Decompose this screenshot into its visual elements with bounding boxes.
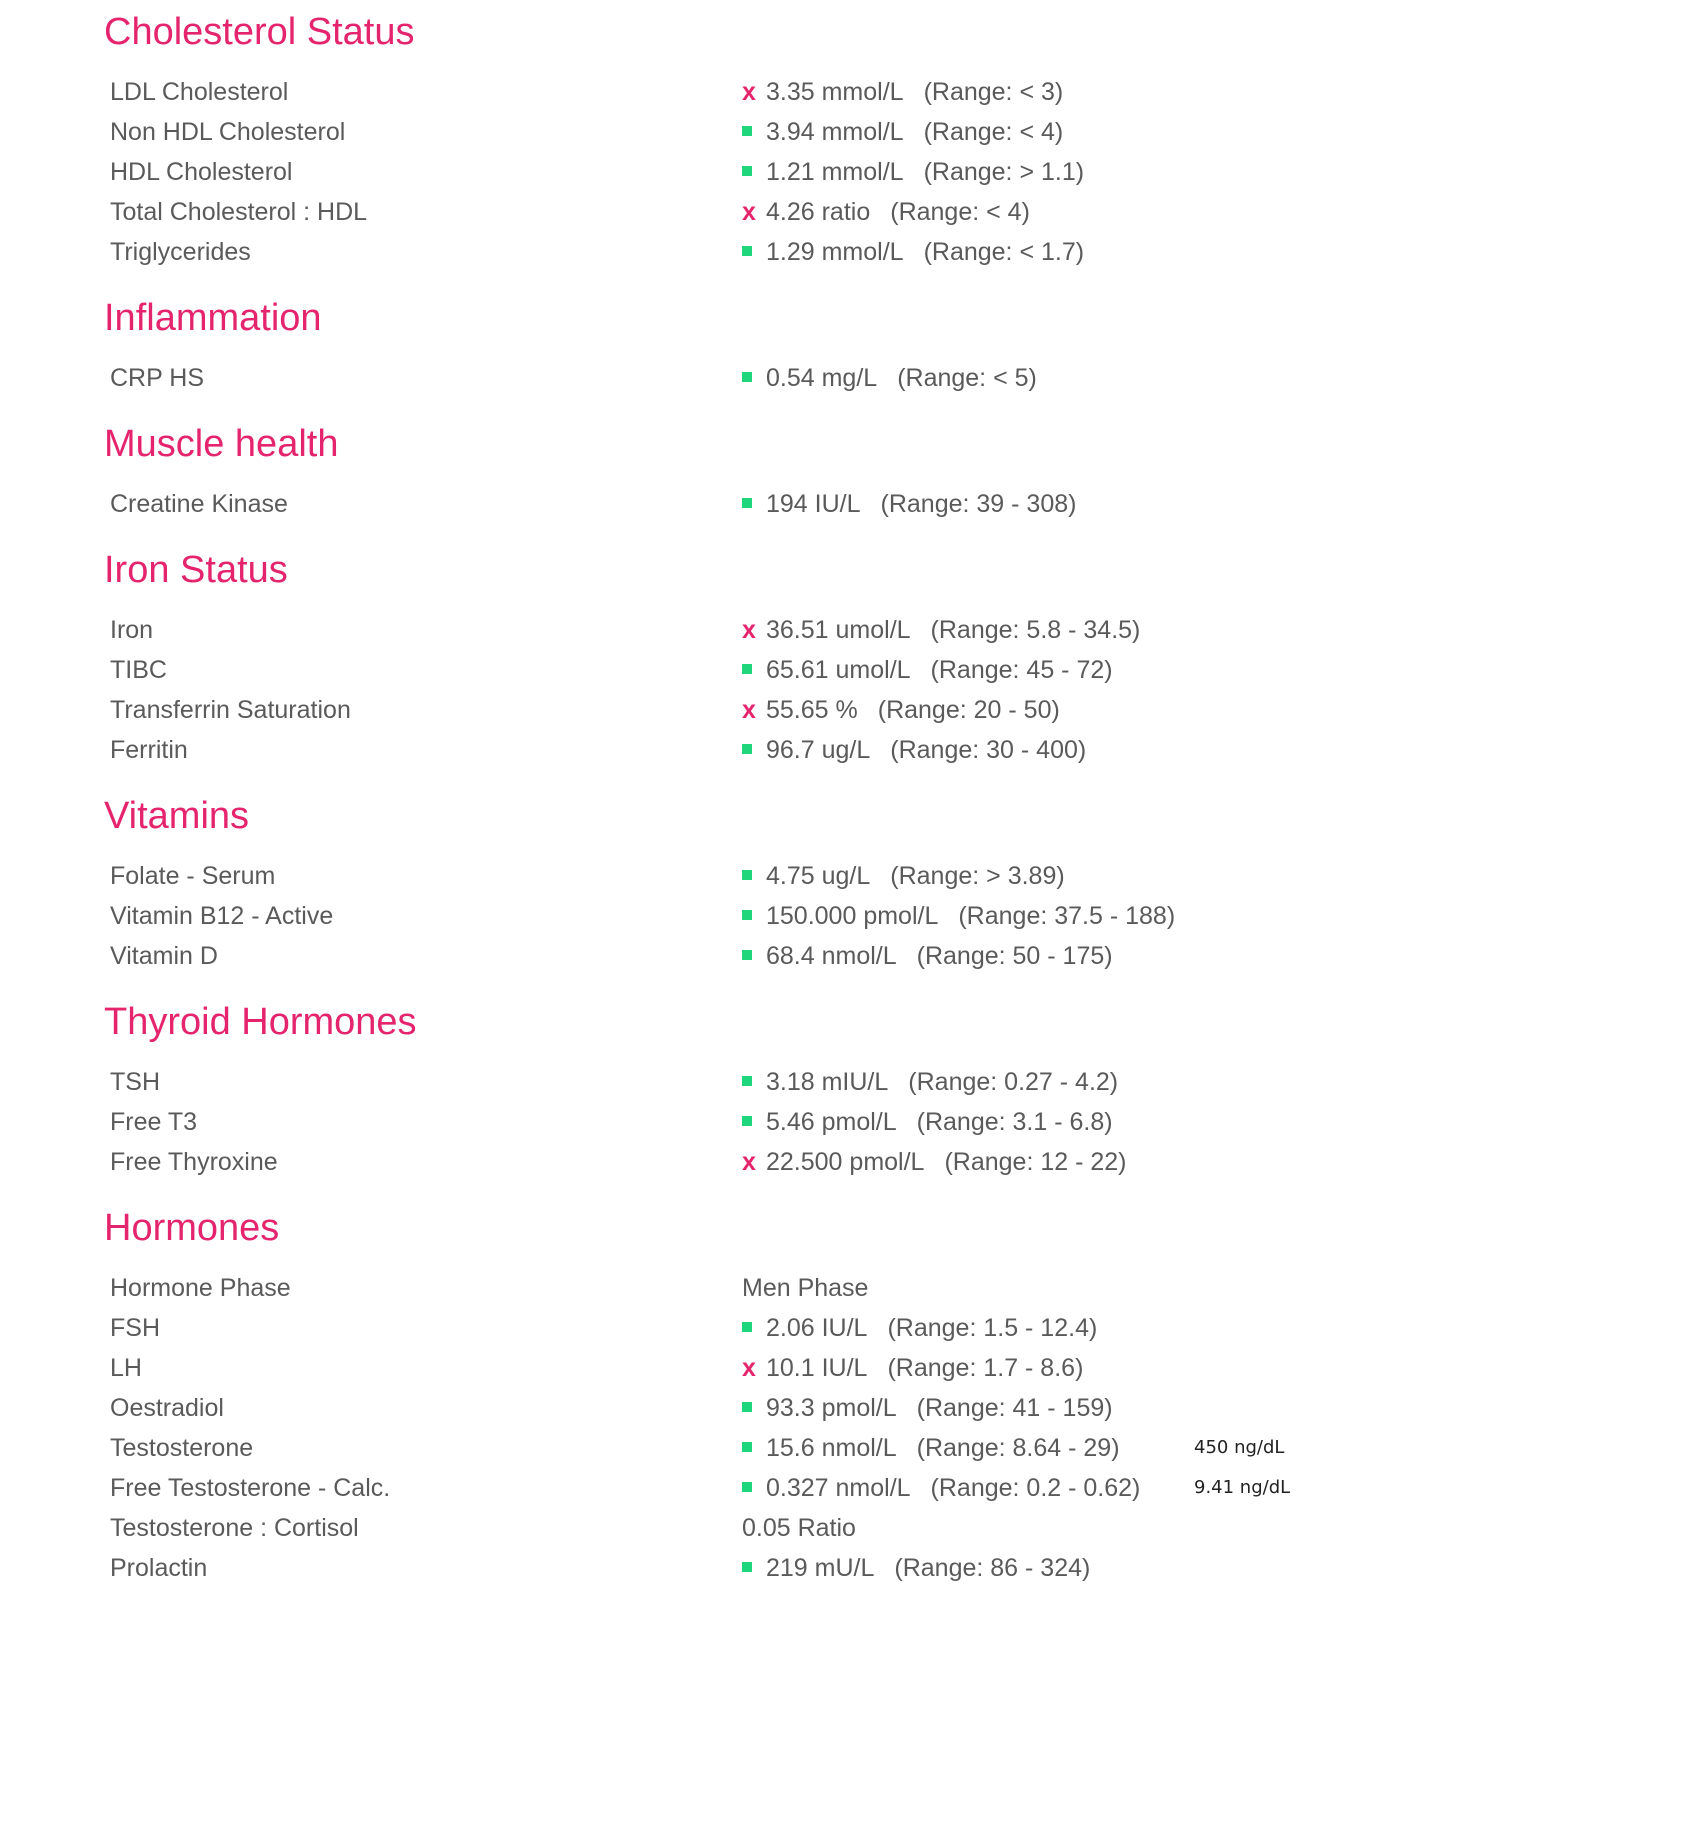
test-result: [742, 650, 1113, 690]
result-row: [104, 856, 1284, 896]
out-of-range-icon: x: [742, 696, 756, 724]
result-row: [104, 610, 1284, 650]
test-result: [742, 936, 1113, 976]
reference-range: (Range: 8.64 - 29): [916, 1434, 1120, 1462]
section-rows: [104, 1062, 1284, 1182]
test-name: Prolactin: [110, 1554, 208, 1582]
in-range-icon: [742, 1062, 766, 1102]
result-value: 3.94 mmol/L: [766, 118, 904, 146]
test-name: Vitamin B12 - Active: [110, 902, 334, 930]
test-result: [742, 232, 1084, 272]
test-result: [742, 1062, 1118, 1102]
result-value: 22.500 pmol/L: [766, 1148, 925, 1176]
in-range-icon: [742, 856, 766, 896]
result-row: [104, 1142, 1284, 1182]
result-row: [104, 1508, 1284, 1548]
section-title: Iron Status: [104, 549, 288, 591]
section-title: Vitamins: [104, 795, 250, 837]
section-title: Cholesterol Status: [104, 11, 415, 53]
test-name: CRP HS: [110, 364, 205, 392]
result-value: 68.4 nmol/L: [766, 942, 897, 970]
result-row: [104, 358, 1284, 398]
result-row: [104, 192, 1284, 232]
in-range-icon: [742, 730, 766, 770]
reference-range: (Range: 20 - 50): [877, 696, 1060, 724]
test-name: Free Testosterone - Calc.: [110, 1474, 391, 1502]
result-row: [104, 112, 1284, 152]
reference-range: (Range: < 4): [890, 198, 1030, 226]
out-of-range-icon: x: [742, 1354, 756, 1382]
test-name: Iron: [110, 616, 154, 644]
reference-range: (Range: 3.1 - 6.8): [916, 1108, 1113, 1136]
test-result: [742, 610, 1140, 650]
reference-range: (Range: < 5): [897, 364, 1037, 392]
test-name: Vitamin D: [110, 942, 218, 970]
result-row: [104, 1102, 1284, 1142]
result-row: [104, 1388, 1284, 1428]
out-of-range-icon: x: [742, 616, 756, 644]
test-result: [742, 112, 1063, 152]
in-range-icon: [742, 152, 766, 192]
reference-range: (Range: 37.5 - 188): [958, 902, 1176, 930]
section-rows: [104, 856, 1284, 976]
in-range-icon: [742, 1388, 766, 1428]
result-row: [104, 730, 1284, 770]
reference-range: (Range: 50 - 175): [916, 942, 1113, 970]
section-rows: [104, 358, 1284, 398]
test-result: [742, 192, 1030, 232]
reference-range: (Range: 5.8 - 34.5): [930, 616, 1141, 644]
result-value: 219 mU/L: [766, 1554, 875, 1582]
section-rows: [104, 610, 1284, 770]
test-name: Folate - Serum: [110, 862, 276, 890]
result-value: 1.21 mmol/L: [766, 158, 904, 186]
result-row: [104, 936, 1284, 976]
reference-range: (Range: 0.27 - 4.2): [908, 1068, 1119, 1096]
test-result: [742, 1102, 1113, 1142]
reference-range: (Range: < 4): [923, 118, 1064, 146]
result-row: [104, 1548, 1284, 1588]
test-name: Free T3: [110, 1108, 198, 1136]
test-result: [742, 72, 1063, 112]
reference-range: (Range: 1.5 - 12.4): [887, 1314, 1098, 1342]
test-name: TIBC: [110, 656, 167, 684]
test-result: [742, 1388, 1113, 1428]
result-value: 3.18 mIU/L: [766, 1068, 889, 1096]
result-value: 65.61 umol/L: [766, 656, 911, 684]
test-name: TSH: [110, 1068, 160, 1096]
in-range-icon: [742, 650, 766, 690]
result-row: [104, 484, 1284, 524]
reference-range: (Range: 1.7 - 8.6): [887, 1354, 1084, 1382]
result-value: 4.75 ug/L: [766, 862, 871, 890]
reference-range: (Range: < 1.7): [923, 238, 1085, 266]
result-value: 0.05 Ratio: [742, 1514, 856, 1542]
test-name: FSH: [110, 1314, 160, 1342]
result-value: 36.51 umol/L: [766, 616, 911, 644]
section-title: Muscle health: [104, 423, 339, 465]
test-result: [742, 856, 1065, 896]
result-row: [104, 690, 1284, 730]
reference-range: (Range: > 3.89): [890, 862, 1065, 890]
test-result: [742, 1468, 1140, 1508]
result-value: 5.46 pmol/L: [766, 1108, 897, 1136]
out-of-range-icon: x: [742, 198, 756, 226]
conversion-note: 9.41 ng/dL: [1194, 1477, 1291, 1498]
test-name: Hormone Phase: [110, 1274, 291, 1302]
result-value: 4.26 ratio: [766, 198, 871, 226]
result-row: [104, 896, 1284, 936]
test-name: Testosterone : Cortisol: [110, 1514, 359, 1542]
test-name: Oestradiol: [110, 1394, 224, 1422]
section-rows: [104, 484, 1284, 524]
test-result: [742, 896, 1175, 936]
section-rows: [104, 1268, 1291, 1588]
result-row: [104, 1268, 1284, 1308]
in-range-icon: [742, 1428, 766, 1468]
reference-range: (Range: 12 - 22): [944, 1148, 1127, 1176]
test-result: [742, 1308, 1097, 1348]
in-range-icon: [742, 896, 766, 936]
result-row: [104, 1428, 1284, 1468]
test-name: Triglycerides: [110, 238, 251, 266]
in-range-icon: [742, 1308, 766, 1348]
test-result: [742, 1268, 888, 1308]
test-name: Total Cholesterol : HDL: [110, 198, 368, 226]
conversion-note: 450 ng/dL: [1194, 1437, 1285, 1458]
section-rows: [104, 72, 1284, 272]
in-range-icon: [742, 936, 766, 976]
test-result: [742, 484, 1076, 524]
test-result: [742, 358, 1037, 398]
result-row: [104, 1348, 1284, 1388]
test-name: Creatine Kinase: [110, 490, 288, 518]
result-value: 96.7 ug/L: [766, 736, 871, 764]
reference-range: (Range: 45 - 72): [930, 656, 1113, 684]
reference-range: (Range: 30 - 400): [890, 736, 1087, 764]
result-value: 150.000 pmol/L: [766, 902, 939, 930]
result-value: 3.35 mmol/L: [766, 78, 904, 106]
in-range-icon: [742, 484, 766, 524]
in-range-icon: [742, 1102, 766, 1142]
result-row: [104, 1308, 1284, 1348]
section-title: Hormones: [104, 1207, 280, 1249]
test-name: Testosterone: [110, 1434, 254, 1462]
test-result: [742, 1508, 876, 1548]
result-value: 55.65 %: [766, 696, 858, 724]
reference-range: (Range: 39 - 308): [880, 490, 1077, 518]
in-range-icon: [742, 1548, 766, 1588]
result-value: 194 IU/L: [766, 490, 861, 518]
test-name: Free Thyroxine: [110, 1148, 278, 1176]
reference-range: (Range: < 3): [923, 78, 1064, 106]
result-value: 15.6 nmol/L: [766, 1434, 897, 1462]
result-row: [104, 152, 1284, 192]
test-result: [742, 152, 1084, 192]
reference-range: (Range: > 1.1): [923, 158, 1085, 186]
result-value: 93.3 pmol/L: [766, 1394, 897, 1422]
result-value: Men Phase: [742, 1274, 869, 1302]
test-result: [742, 690, 1060, 730]
in-range-icon: [742, 112, 766, 152]
result-row: [104, 650, 1284, 690]
result-row: [104, 72, 1284, 112]
test-name: Transferrin Saturation: [110, 696, 351, 724]
result-row: [104, 1468, 1291, 1508]
test-name: LH: [110, 1354, 142, 1382]
test-result: [742, 1348, 1083, 1388]
test-result: [742, 730, 1086, 770]
lab-report: [104, 8, 1291, 1610]
test-name: LDL Cholesterol: [110, 78, 289, 106]
test-name: HDL Cholesterol: [110, 158, 293, 186]
result-value: 0.327 nmol/L: [766, 1474, 911, 1502]
out-of-range-icon: x: [742, 78, 756, 106]
in-range-icon: [742, 232, 766, 272]
result-value: 1.29 mmol/L: [766, 238, 904, 266]
in-range-icon: [742, 1468, 766, 1508]
result-value: 2.06 IU/L: [766, 1314, 868, 1342]
reference-range: (Range: 86 - 324): [894, 1554, 1091, 1582]
reference-range: (Range: 41 - 159): [916, 1394, 1113, 1422]
section-title: Inflammation: [104, 297, 322, 339]
result-value: 10.1 IU/L: [766, 1354, 868, 1382]
test-name: Ferritin: [110, 736, 188, 764]
result-row: [104, 1062, 1284, 1102]
result-row: [104, 232, 1284, 272]
test-name: Non HDL Cholesterol: [110, 118, 346, 146]
test-result: [742, 1428, 1120, 1468]
result-value: 0.54 mg/L: [766, 364, 878, 392]
test-result: [742, 1548, 1090, 1588]
in-range-icon: [742, 358, 766, 398]
out-of-range-icon: x: [742, 1148, 756, 1176]
section-title: Thyroid Hormones: [104, 1001, 417, 1043]
test-result: [742, 1142, 1127, 1182]
reference-range: (Range: 0.2 - 0.62): [930, 1474, 1141, 1502]
